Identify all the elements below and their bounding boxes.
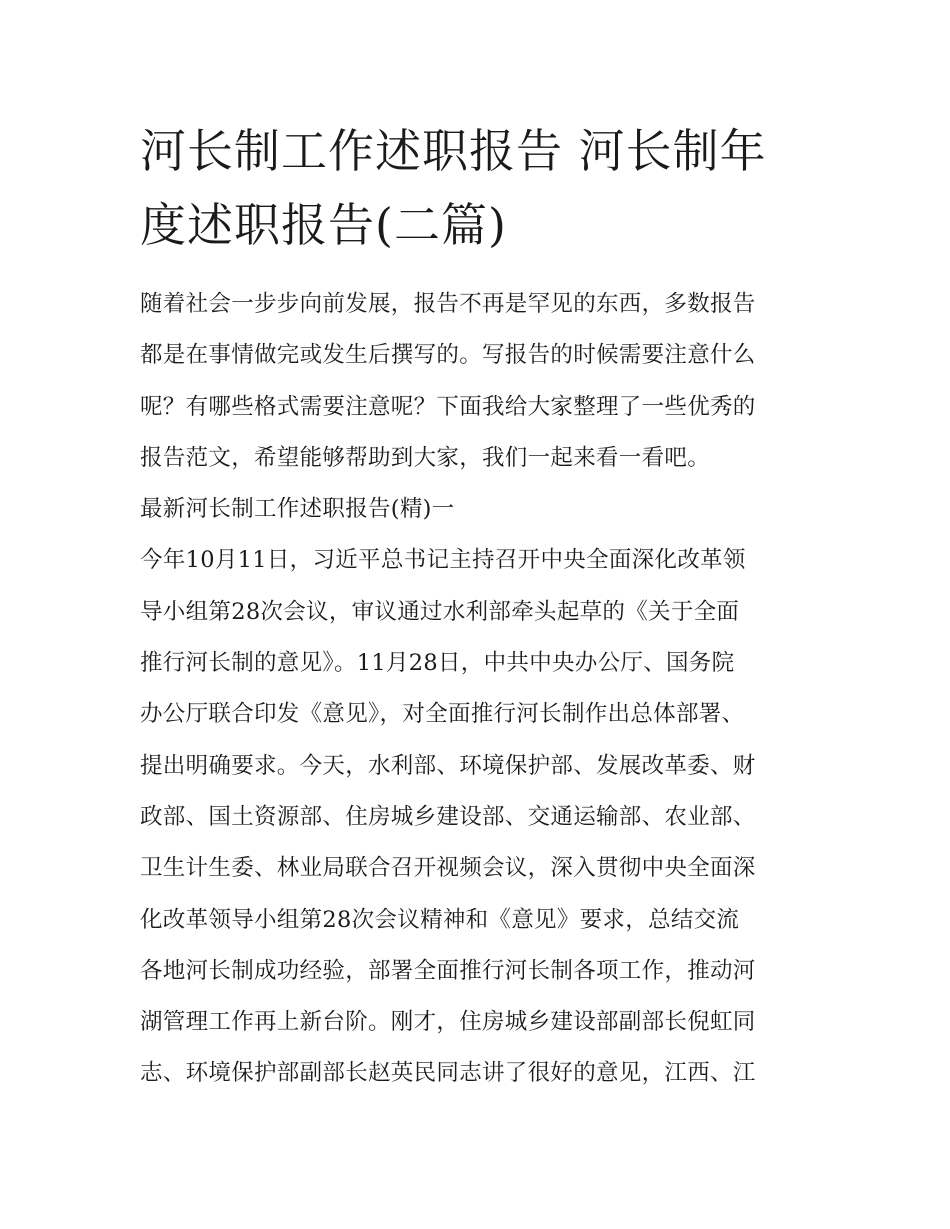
body-line: 提出明确要求。今天，水利部、环境保护部、发展改革委、财 bbox=[140, 752, 756, 779]
document-page bbox=[140, 114, 812, 1100]
body-paragraph bbox=[140, 535, 812, 1099]
intro-line: 报告范文，希望能够帮助到大家，我们一起来看一看吧。 bbox=[140, 444, 711, 471]
section-heading: 最新河长制工作述职报告(精)一 bbox=[140, 496, 455, 523]
body-line: 化改革领导小组第28次会议精神和《意见》要求，总结交流 bbox=[140, 906, 740, 933]
body-line: 各地河长制成功经验，部署全面推行河长制各项工作，推动河 bbox=[140, 957, 756, 984]
body-line: 办公厅联合印发《意见》，对全面推行河长制作出总体部署、 bbox=[140, 701, 745, 728]
body-line: 今年10月11日，习近平总书记主持召开中央全面深化改革领 bbox=[140, 547, 746, 574]
title-line: 河长制工作述职报告 河长制年 bbox=[140, 124, 767, 178]
body-line: 政部、国土资源部、住房城乡建设部、交通运输部、农业部、 bbox=[140, 803, 756, 830]
intro-line: 随着社会一步步向前发展，报告不再是罕见的东西，多数报告 bbox=[140, 291, 756, 317]
intro-line: 呢？有哪些格式需要注意呢？下面我给大家整理了一些优秀的 bbox=[140, 393, 756, 420]
body-line: 导小组第28次会议，审议通过水利部牵头起草的《关于全面 bbox=[140, 598, 740, 625]
body-line: 湖管理工作再上新台阶。刚才，住房城乡建设部副部长倪虹同 bbox=[140, 1009, 756, 1036]
intro-paragraph bbox=[140, 279, 812, 484]
intro-line: 都是在事情做完或发生后撰写的。写报告的时候需要注意什么 bbox=[140, 342, 756, 369]
body-line: 推行河长制的意见》。11月28日，中共中央办公厅、国务院 bbox=[140, 650, 735, 677]
title-line: 度述职报告(二篇) bbox=[140, 198, 507, 252]
body-line: 志、环境保护部副部长赵英民同志讲了很好的意见，江西、江 bbox=[140, 1060, 756, 1087]
body-line: 卫生计生委、林业局联合召开视频会议，深入贯彻中央全面深 bbox=[140, 855, 756, 882]
document-title bbox=[140, 114, 812, 262]
